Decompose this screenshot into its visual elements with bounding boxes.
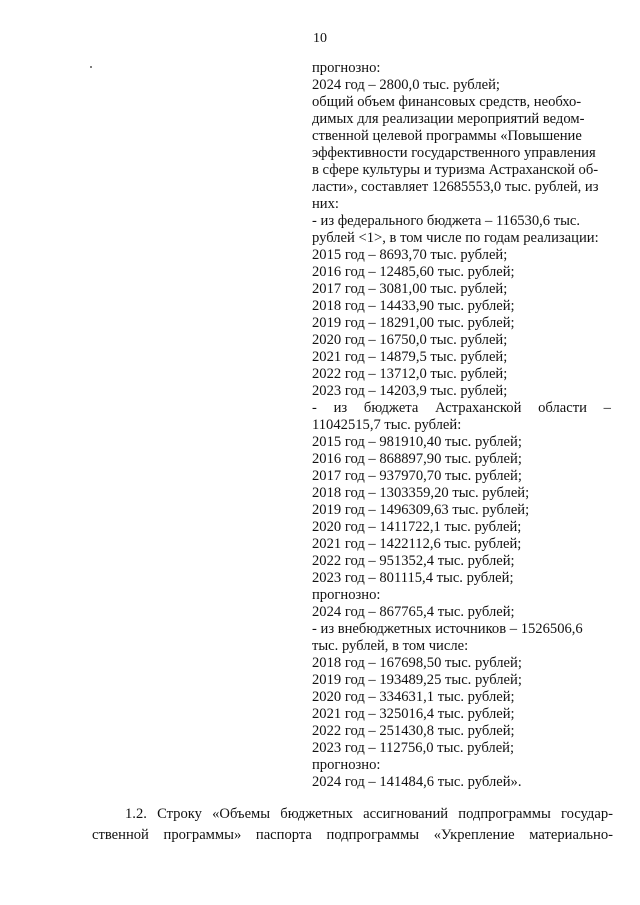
text-line: ственной программы» паспорта подпрограммы «Укрепление материально-	[92, 827, 613, 843]
year-line: 2019 год – 1496309,63 тыс. рублей;	[312, 502, 530, 518]
year-line: 2023 год – 112756,0 тыс. рублей;	[312, 740, 515, 756]
year-line: 2015 год – 8693,70 тыс. рублей;	[312, 247, 508, 263]
amendment-paragraph	[92, 804, 613, 846]
text-line: ласти», составляет 12685553,0 тыс. рублей, из	[312, 179, 599, 195]
text-line: ственной целевой программы «Повышение	[312, 128, 582, 144]
year-line: 2023 год – 14203,9 тыс. рублей;	[312, 383, 508, 399]
year-line: 2018 год – 167698,50 тыс. рублей;	[312, 655, 522, 671]
year-line: 2017 год – 937970,70 тыс. рублей;	[312, 468, 522, 484]
year-line: 2022 год – 251430,8 тыс. рублей;	[312, 723, 515, 739]
year-line: 2020 год – 1411722,1 тыс. рублей;	[312, 519, 522, 535]
text-line: 1.2. Строку «Объемы бюджетных ассигнований подпрограммы государ-	[125, 806, 613, 822]
text-line: - из федерального бюджета – 116530,6 тыс.	[312, 213, 581, 229]
text-line: димых для реализации мероприятий ведом-	[312, 111, 585, 127]
year-line: 2015 год – 981910,40 тыс. рублей;	[312, 434, 522, 450]
year-line: 2024 год – 867765,4 тыс. рублей;	[312, 604, 515, 620]
year-line: 2018 год – 14433,90 тыс. рублей;	[312, 298, 515, 314]
year-line: 2021 год – 325016,4 тыс. рублей;	[312, 706, 515, 722]
year-line: 2018 год – 1303359,20 тыс. рублей;	[312, 485, 530, 501]
page-number: 10	[313, 31, 327, 46]
year-line: 2020 год – 16750,0 тыс. рублей;	[312, 332, 508, 348]
year-line: 2023 год – 801115,4 тыс. рублей;	[312, 570, 514, 586]
year-line: 2016 год – 868897,90 тыс. рублей;	[312, 451, 522, 467]
text-line: прогнозно:	[312, 587, 381, 603]
scan-speck	[90, 66, 92, 68]
year-line: 2021 год – 1422112,6 тыс. рублей;	[312, 536, 522, 552]
text-word: бюджета	[363, 400, 419, 416]
year-line: 2019 год – 193489,25 тыс. рублей;	[312, 672, 522, 688]
year-line: 2020 год – 334631,1 тыс. рублей;	[312, 689, 515, 705]
text-line: 11042515,7 тыс. рублей:	[312, 417, 462, 433]
text-word: Астраханской	[435, 400, 522, 416]
text-line: прогнозно:	[312, 757, 381, 773]
budget-text-column	[312, 60, 611, 791]
text-line: тыс. рублей, в том числе:	[312, 638, 469, 654]
text-line: - из внебюджетных источников – 1526506,6	[312, 621, 583, 637]
text-word: области	[538, 400, 587, 416]
year-line: 2019 год – 18291,00 тыс. рублей;	[312, 315, 515, 331]
text-word: –	[603, 400, 611, 416]
text-line: 2024 год – 2800,0 тыс. рублей;	[312, 77, 500, 93]
text-word: из	[333, 400, 348, 416]
text-line: эффективности государственного управления	[312, 145, 596, 161]
year-line: 2016 год – 12485,60 тыс. рублей;	[312, 264, 515, 280]
year-line: 2017 год – 3081,00 тыс. рублей;	[312, 281, 508, 297]
regional-budget-heading	[312, 400, 611, 417]
year-line: 2022 год – 13712,0 тыс. рублей;	[312, 366, 508, 382]
text-line: них:	[312, 196, 339, 212]
text-word: -	[312, 400, 317, 416]
text-line: прогнозно:	[312, 60, 381, 76]
year-line: 2024 год – 141484,6 тыс. рублей».	[312, 774, 522, 790]
year-line: 2021 год – 14879,5 тыс. рублей;	[312, 349, 508, 365]
year-line: 2022 год – 951352,4 тыс. рублей;	[312, 553, 515, 569]
text-line: рублей <1>, в том числе по годам реализации:	[312, 230, 599, 246]
text-line: в сфере культуры и туризма Астраханской об-	[312, 162, 599, 178]
text-line: общий объем финансовых средств, необхо-	[312, 94, 582, 110]
